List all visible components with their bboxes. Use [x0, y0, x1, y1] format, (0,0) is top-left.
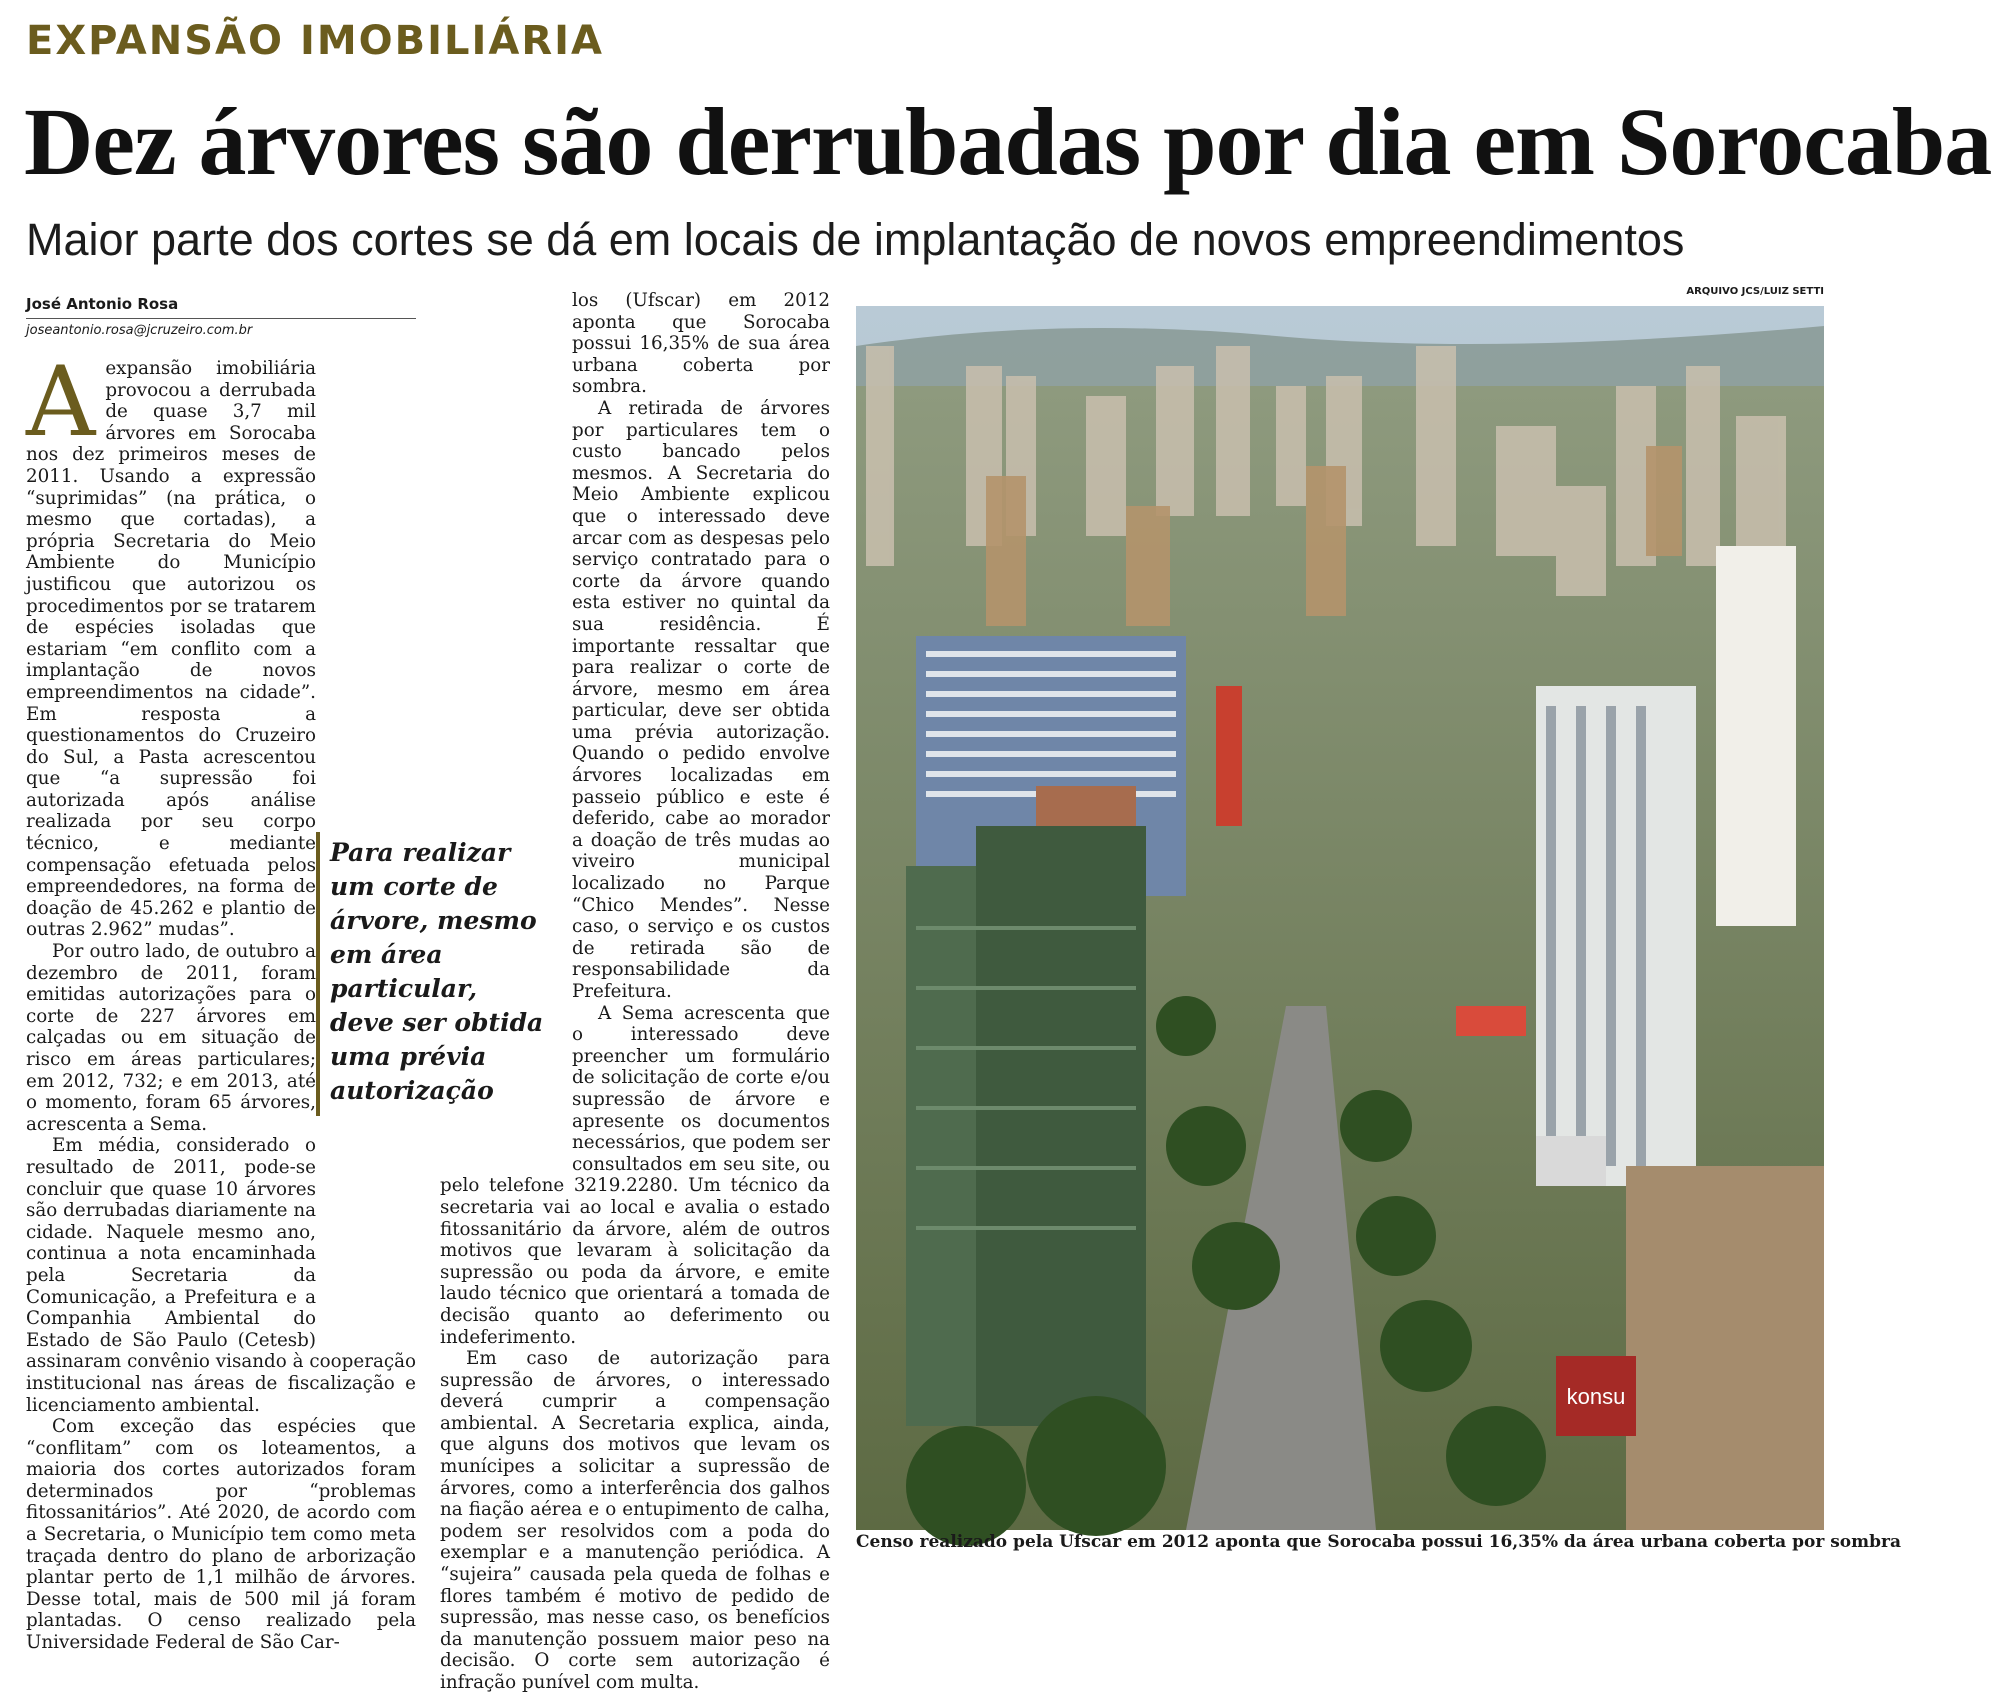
- author-email: joseantonio.rosa@jcruzeiro.com.br: [26, 323, 253, 338]
- article-paragraph: Por outro lado, de outubro a dezembro de 2011, foram emitidas autorizações para o corte de 227 árvores em calçadas ou em situação de risco em áreas particulares; em 2012, 732; e em 2013, até o momento, foram 65 árvores, acrescenta a Sema.: [26, 941, 316, 1135]
- article-paragraph: A retirada de árvores por particulares tem o custo bancado pelos mesmos. A Secretaria do Meio Ambiente explicou que o interessado deve arcar com as despesas pelo serviço contratado para o corte da árvore quando esta estiver no quintal da sua residência. É importante ressaltar que para realizar o corte de árvore, mesmo em área particular, deve ser obtida uma prévia autorização. Quando o pedido envolve árvores localizadas em passeio público e este é deferido, cabe ao morador a doação de três mudas ao viveiro municipal localizado no Parque “Chico Mendes”. Nesse caso, o serviço e os custos de retirada são de responsabilidade da Prefeitura.: [572, 397, 830, 1002]
- article-paragraph: A Sema acrescenta que o interessado deve preencher um formulário de solicitação de corte e/ou supressão de árvore e apresente os documentos necessários, que podem ser consultados em seu site, ou pelo telefone 3219.2280. Um técnico da secretaria vai ao local e avalia o estado fitossanitário da árvore, além de outros motivos que levaram à solicitação da supressão ou poda da árvore, e emite laudo técnico que orientará a tomada de decisão quanto ao deferimento ou indeferimento.: [440, 1002, 830, 1348]
- billboard-text: konsu: [1566, 1384, 1626, 1409]
- photo-credit: ARQUIVO JCS/LUIZ SETTI: [1686, 286, 1824, 297]
- author-name: José Antonio Rosa: [26, 295, 416, 319]
- article-paragraph: Em caso de autorização para supressão de árvores, o interessado deverá cumprir a compensação ambiental. A Secretaria explica, ainda, que alguns dos motivos que levam os munícipes a solicitar a supressão de árvores, como a interferência dos galhos na fiação aérea e o entupimento de calha, podem ser resolvidos com a poda do exemplar e a manutenção periódica. A “sujeira” causada pela queda de folhas e flores também é motivo de pedido de supressão, mas nesse caso, os benefícios da manutenção possuem maior peso na decisão. O corte sem autorização é infração punível com multa.: [440, 1348, 830, 1693]
- article-paragraph: Aexpansão imobiliária provocou a derrubada de quase 3,7 mil árvores em Sorocaba nos dez primeiros meses de 2011. Usando a expressão “suprimidas” (na prática, o mesmo que cortadas), a própria Secretaria do Meio Ambiente do Município justificou que autorizou os procedimentos por se tratarem de espécies isoladas que estariam “em conflito com a implantação de novos empreendimentos na cidade”. Em resposta a questionamentos do Cruzeiro do Sul, a Pasta acrescentou que “a supressão foi autorizada após análise realizada por seu corpo técnico, e mediante compensação efetuada pelos empreendedores, na forma de doação de 45.262 e plantio de outras 2.962” mudas”.: [26, 346, 316, 941]
- headline: Dez árvores são derrubadas por dia em Sorocaba: [24, 88, 1991, 195]
- article-paragraph: Com exceção das espécies que “conflitam” com os loteamentos, a maioria dos cortes autorizados foram determinados por “problemas fitossanitários”. Até 2020, de acordo com a Secretaria, o Município tem como meta traçada dentro do plano de arborização plantar perto de 1,1 milhão de árvores. Desse total, mais de 500 mil já foram plantadas. O censo realizado pela Universidade Federal de São Car-: [26, 1416, 416, 1654]
- city-skyline-illustration: [856, 306, 1824, 1530]
- section-kicker: EXPANSÃO IMOBILIÁRIA: [26, 18, 604, 64]
- drop-cap: A: [26, 346, 96, 458]
- photo-caption: Censo realizado pela Ufscar em 2012 aponta que Sorocaba possui 16,35% da área urbana coberta por sombra: [856, 1532, 1901, 1552]
- article-paragraph: Em média, considerado o resultado de 2011, pode-se concluir que quase 10 árvores são derrubadas diariamente na cidade. Naquele mesmo ano, continua a nota encaminhada pela Secretaria da Comunicação, a Prefeitura e a Companhia Ambiental do Estado de São Paulo (Cetesb) assinaram convênio visando à cooperação institucional nas áreas de fiscalização e licenciamento ambiental.: [26, 1135, 416, 1416]
- city-photo: [856, 306, 1824, 1530]
- subheadline: Maior parte dos cortes se dá em locais de implantação de novos empreendimentos: [26, 214, 1685, 265]
- pull-quote: Para realizar um corte de árvore, mesmo em área particular, deve ser obtida uma prévia autorização: [316, 832, 548, 1116]
- article-paragraph: los (Ufscar) em 2012 aponta que Sorocaba possui 16,35% de sua área urbana coberta por sombra.: [572, 290, 830, 398]
- byline: [26, 295, 416, 338]
